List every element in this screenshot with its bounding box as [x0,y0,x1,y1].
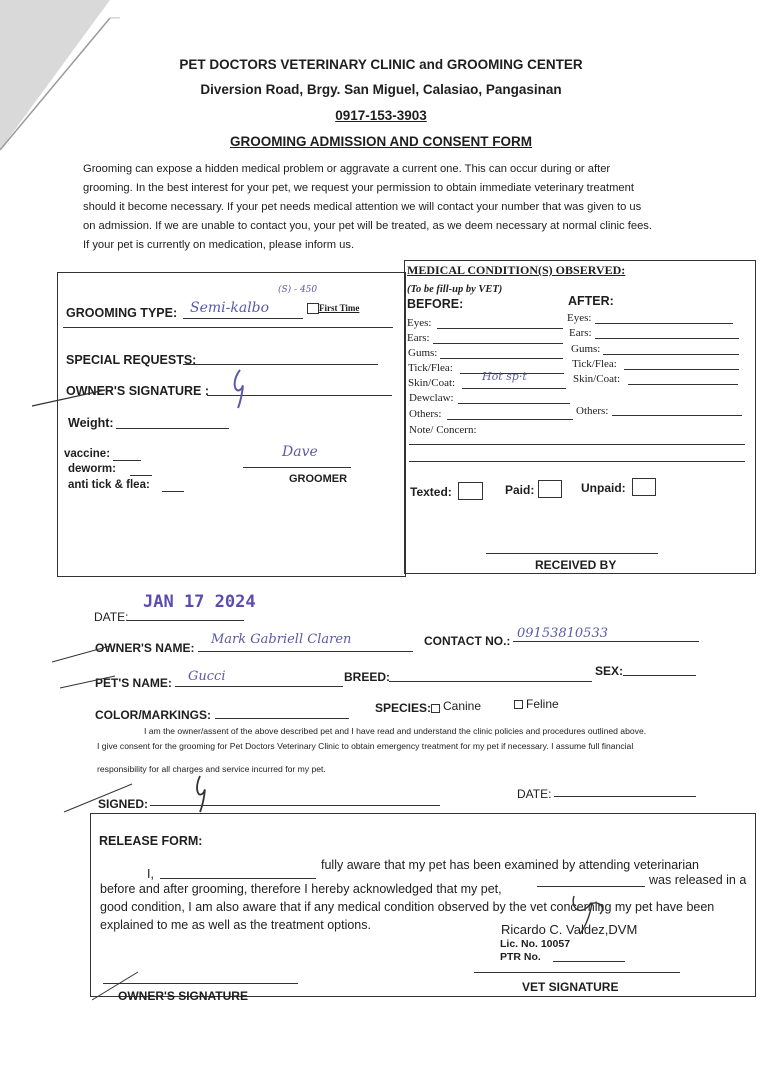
color-markings-field[interactable] [215,718,349,719]
after-label: AFTER: [568,294,614,308]
unpaid-checkbox[interactable] [632,478,656,496]
weight-label: Weight: [68,416,114,430]
feline-checkbox[interactable] [514,700,523,709]
after-others-field[interactable] [612,415,742,416]
tick-flea-field[interactable] [162,491,184,492]
pet-name-label: PET'S NAME: [95,676,172,690]
before-gums-field[interactable] [440,358,563,359]
owner-signature-mark [30,368,260,418]
vaccine-field[interactable] [113,460,141,461]
release-pet-name-field[interactable] [537,886,645,887]
color-markings-label: COLOR/MARKINGS: [95,708,211,722]
date-label: DATE: [94,610,129,624]
vet-signature-mark [560,890,620,950]
clinic-phone: 0917-153-3903 [335,108,427,123]
contact-field[interactable] [513,641,699,642]
canine-label: Canine [443,699,482,713]
consent-date-field[interactable] [554,796,696,797]
grooming-type-label: GROOMING TYPE: [66,306,178,320]
consent-date-label: DATE: [517,787,552,801]
release-line3: good condition, I am also aware that if any medical condition observed by the vet concerning my pet have been [100,900,715,914]
intro-line: Grooming can expose a hidden medical problem or aggravate a current one. This can occur during or after [83,163,611,175]
unpaid-label: Unpaid: [581,481,626,495]
release-line1-b: fully aware that my pet has been examined by attending veterinarian [321,858,700,872]
intro-line: If your pet is currently on medication, please inform us. [83,239,355,251]
sex-field[interactable] [623,675,696,676]
first-time-checkbox[interactable] [307,303,319,314]
canine-checkbox[interactable] [431,704,440,713]
before-others-field[interactable] [447,419,573,420]
before-skin-coat-label: Skin/Coat: [408,377,456,389]
after-ears-field[interactable] [595,338,739,339]
grooming-type-value[interactable]: Semi-kalbo [190,300,270,316]
weight-field[interactable] [116,428,229,429]
deworm-label: deworm: [68,463,116,475]
special-requests-field[interactable] [183,364,378,365]
intro-line: grooming. In the best interest for your pet, we request your permission to obtain immediate veterinary treatment [83,182,634,194]
skin-coat-value: Hot sp·t [482,370,527,383]
received-by-field[interactable] [486,553,658,554]
release-line2-a: before and after grooming, therefore I hereby acknowledged that my pet, [100,882,502,896]
date-stamp: JAN 17 2024 [143,592,256,612]
contact-value: 09153810533 [517,626,608,641]
paid-label: Paid: [505,483,535,497]
release-line2-b: was released in a [649,873,747,887]
after-gums-field[interactable] [603,354,739,355]
species-label: SPECIES: [375,701,432,715]
vaccine-label: vaccine: [64,448,111,460]
received-by-label: RECEIVED BY [535,558,617,572]
breed-label: BREED: [344,670,391,684]
ptr-field[interactable] [553,961,625,962]
margin-check-marks [50,640,140,700]
before-label: BEFORE: [407,297,464,311]
deworm-field[interactable] [130,475,152,476]
note-line-1[interactable] [409,444,745,445]
breed-field[interactable] [389,681,592,682]
vet-license: Lic. No. 10057 [500,938,571,950]
owner-name-field[interactable] [198,651,413,652]
special-requests-label: SPECIAL REQUESTS: [66,353,197,367]
release-line1-a: I, [147,867,154,881]
owner-name-value: Mark Gabriell Claren [211,632,352,647]
after-tick-flea-field[interactable] [624,369,739,370]
groomer-label: GROOMER [289,473,348,485]
after-ears-label: Ears: [569,327,592,339]
date-field[interactable] [127,620,244,621]
intro-line: on admission. If we are unable to contact you, your pet will be treated, as we deem necessary at normal clinic fees. [83,220,652,232]
before-ears-label: Ears: [407,332,430,344]
release-owner-signature-label: OWNER'S SIGNATURE [118,989,248,1003]
after-others-label: Others: [576,405,609,417]
release-line4: explained to me as well as the treatment options. [100,918,371,932]
consent-line-3: responsibility for all charges and service incurred for my pet. [97,764,326,774]
price-note: (S) - 450 [278,285,318,295]
tick-flea-label: anti tick & flea: [68,479,150,491]
after-skin-coat-field[interactable] [628,384,738,385]
note-line-2[interactable] [409,461,745,462]
paid-checkbox[interactable] [538,480,562,498]
owner-signature-label: OWNER'S SIGNATURE : [66,384,210,398]
before-tick-flea-label: Tick/Flea: [408,362,453,374]
pet-name-field[interactable] [175,686,343,687]
contact-label: CONTACT NO.: [424,634,511,648]
after-skin-coat-label: Skin/Coat: [573,373,621,385]
before-dewclaw-field[interactable] [458,403,570,404]
release-owner-name-field[interactable] [160,878,316,879]
before-ears-field[interactable] [433,343,563,344]
texted-checkbox[interactable] [458,482,483,500]
signed-label: SIGNED: [98,797,149,811]
intro-paragraph [83,160,691,255]
owner-name-label: OWNER'S NAME: [95,641,195,655]
before-eyes-field[interactable] [437,328,563,329]
first-time-label: First Time [319,303,360,313]
note-concern-label: Note/ Concern: [409,424,477,436]
release-title: RELEASE FORM: [99,834,203,848]
consent-line-1: I am the owner/assent of the above described pet and I have read and understand the clinic policies and procedures outlined above. [144,726,647,736]
before-others-label: Others: [409,408,442,420]
texted-label: Texted: [410,485,452,499]
vet-signature-label: VET SIGNATURE [522,980,619,994]
medical-subtitle: (To be fill-up by VET) [407,284,503,295]
before-eyes-label: Eyes: [407,317,432,329]
clinic-address: Diversion Road, Brgy. San Miguel, Calasiao, Pangasinan [200,82,562,97]
groomer-field[interactable] [243,467,351,468]
vet-ptr: PTR No. [500,951,541,963]
before-gums-label: Gums: [408,347,438,359]
before-dewclaw-label: Dewclaw: [409,392,454,404]
sex-label: SEX: [595,664,624,678]
vet-signature-field[interactable] [474,972,680,973]
after-tick-flea-label: Tick/Flea: [572,358,617,370]
clinic-name: PET DOCTORS VETERINARY CLINIC and GROOMING CENTER [179,57,583,72]
form-title: GROOMING ADMISSION AND CONSENT FORM [230,134,532,149]
intro-line: should it become necessary. If your pet needs medical attention we will contact your number that was given to us [83,201,642,213]
groomer-signature: Dave [282,444,318,460]
vet-name: Ricardo C. Valdez,DVM [501,922,638,937]
consent-line-2: I give consent for the grooming for Pet Doctors Veterinary Clinic to obtain emergency treatment for my pet if necessary. I assume full financial [97,741,634,751]
feline-label: Feline [526,697,559,711]
before-skin-coat-field[interactable] [462,388,566,389]
after-eyes-label: Eyes: [567,312,592,324]
after-gums-label: Gums: [571,343,601,355]
pet-name-value: Gucci [188,669,226,684]
after-eyes-field[interactable] [595,323,733,324]
medical-title: MEDICAL CONDITION(S) OBSERVED: [407,263,626,277]
